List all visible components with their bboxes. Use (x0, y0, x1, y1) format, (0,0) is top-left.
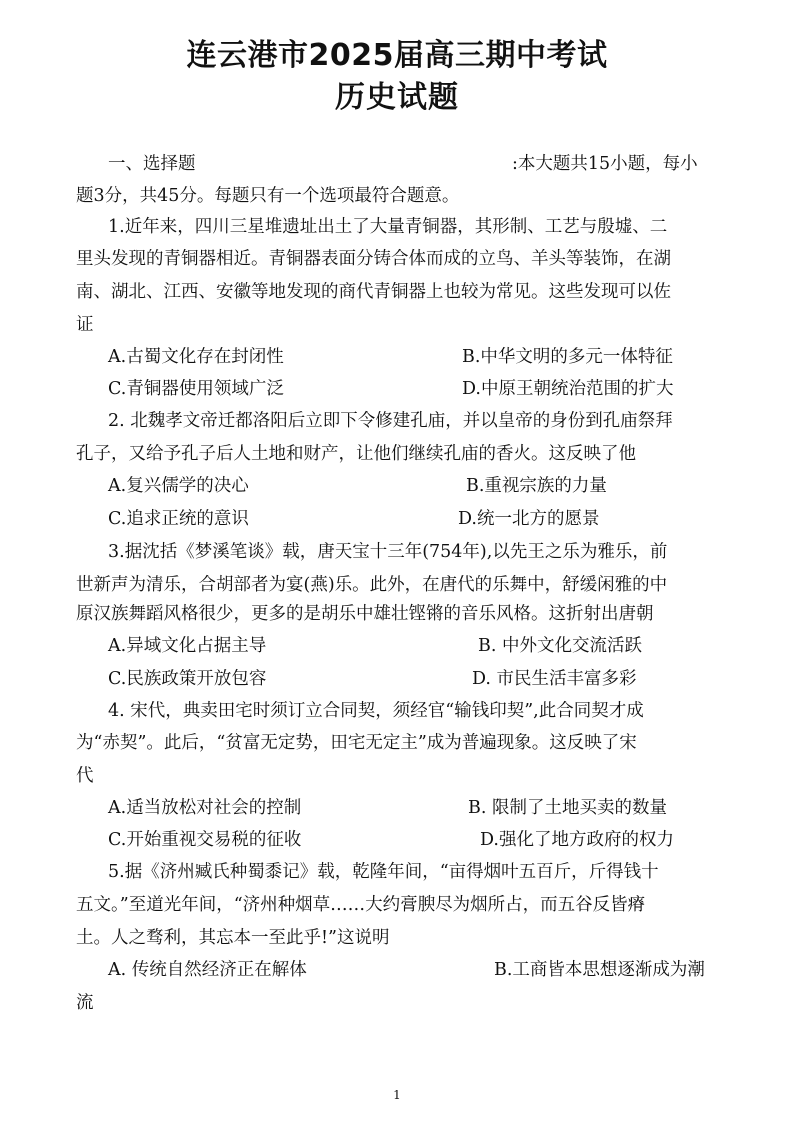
q3-option-a: A.异域文化占据主导 (108, 636, 267, 656)
q4-option-a: A.适当放松对社会的控制 (108, 798, 302, 818)
q4-stem-line: 为“赤契”。此后，“贫富无定势，田宅无定主”成为普遍现象。这反映了宋 (76, 733, 637, 753)
q4-option-b: B. 限制了土地买卖的数量 (468, 798, 667, 818)
q5-stem-line: 5.据《济州臧氏种蜀黍记》载，乾隆年间，“亩得烟叶五百斤，斤得钱十 (108, 862, 659, 882)
q1-option-b: B.中华文明的多元一体特征 (462, 347, 673, 367)
q5-option-b: B.工商皆本思想逐渐成为潮 (494, 960, 705, 980)
q1-stem-line: 证 (76, 315, 94, 335)
q2-option-d: D.统一北方的愿景 (458, 509, 600, 529)
section-note-cont: 题3分，共45分。每题只有一个选项最符合题意。 (76, 186, 460, 206)
q5-stem-line: 土。人之骛利，其忘本一至此乎!”这说明 (76, 928, 390, 948)
q3-stem-line: 原汉族舞蹈风格很少，更多的是胡乐中雄壮铿锵的音乐风格。这折射出唐朝 (76, 604, 654, 624)
q4-stem-line: 代 (76, 766, 94, 786)
q3-stem-line: 世新声为清乐，合胡部者为宴(燕)乐。此外，在唐代的乐舞中，舒缓闲雅的中 (76, 575, 668, 595)
q1-option-c: C.青铜器使用领域广泛 (108, 379, 284, 399)
q5-option-a: A. 传统自然经济正在解体 (108, 960, 307, 980)
q4-option-d: D.强化了地方政府的权力 (480, 830, 674, 850)
q5-stem-line: 五文。”至道光年间，“济州种烟草……大约膏腴尽为烟所占，而五谷反皆瘠 (76, 895, 646, 915)
section-heading: 一、选择题 (108, 154, 196, 174)
q2-stem-line: 孔子，又给予孔子后人土地和财产，让他们继续孔庙的香火。这反映了他 (76, 444, 636, 464)
q5-option-b-cont: 流 (76, 993, 94, 1013)
exam-subtitle: 历史试题 (335, 80, 459, 115)
page-number: 1 (393, 1088, 401, 1102)
exam-title: 连云港市2025届高三期中考试 (186, 38, 608, 73)
q2-stem-line: 2. 北魏孝文帝迁都洛阳后立即下令修建孔庙，并以皇帝的身份到孔庙祭拜 (108, 411, 673, 431)
section-note: :本大题共15小题，每小 (512, 154, 698, 174)
q4-option-c: C.开始重视交易税的征收 (108, 830, 302, 850)
q2-option-b: B.重视宗族的力量 (466, 476, 607, 496)
q1-option-a: A.古蜀文化存在封闭性 (108, 347, 284, 367)
q1-stem-line: 里头发现的青铜器相近。青铜器表面分铸合体而成的立鸟、羊头等装饰，在湖 (76, 249, 671, 269)
q2-option-a: A.复兴儒学的决心 (108, 476, 249, 496)
q2-option-c: C.追求正统的意识 (108, 509, 249, 529)
q3-stem-line: 3.据沈括《梦溪笔谈》载，唐天宝十三年(754年),以先王之乐为雅乐，前 (108, 542, 668, 562)
q4-stem-line: 4. 宋代，典卖田宅时须订立合同契，须经官“输钱印契”,此合同契才成 (108, 701, 644, 721)
q1-stem-line: 1.近年来，四川三星堆遗址出土了大量青铜器，其形制、工艺与殷墟、二 (108, 217, 668, 237)
q1-option-d: D.中原王朝统治范围的扩大 (462, 379, 674, 399)
q1-stem-line: 南、湖北、江西、安徽等地发现的商代青铜器上也较为常见。这些发现可以佐 (76, 282, 671, 302)
q3-option-b: B. 中外文化交流活跃 (478, 636, 642, 656)
q3-option-d: D. 市民生活丰富多彩 (472, 669, 637, 689)
q3-option-c: C.民族政策开放包容 (108, 669, 267, 689)
